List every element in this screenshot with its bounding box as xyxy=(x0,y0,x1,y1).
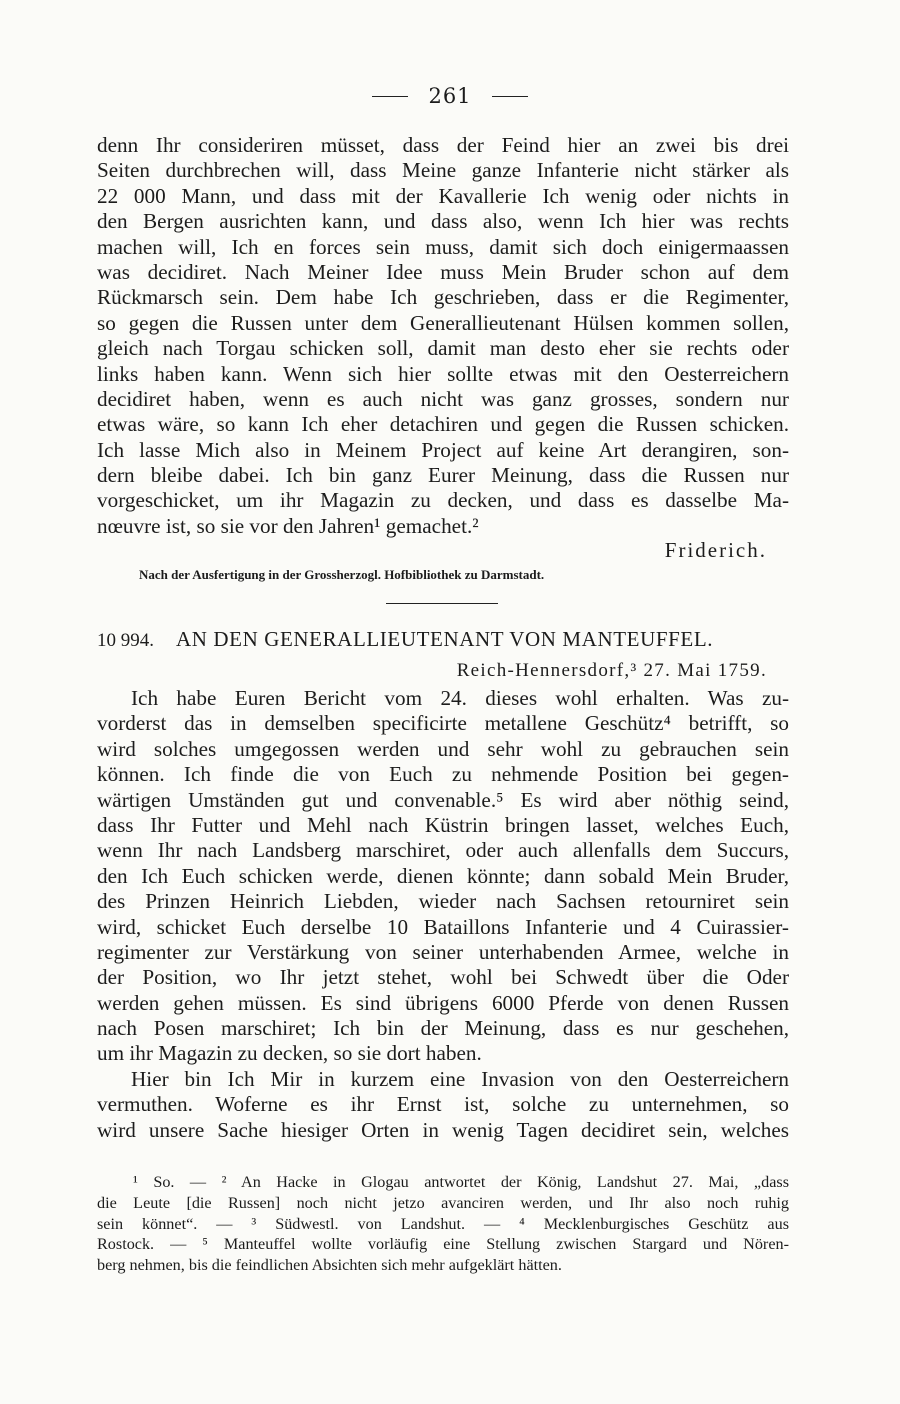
text-line: des Prinzen Heinrich Liebden, wieder nach Sachsen retourniret sein xyxy=(97,889,789,914)
text-line: wird unsere Sache hiesiger Orten in wenig Tagen decidiret sein, welches xyxy=(97,1117,789,1142)
text-line: werden gehen müssen. Es sind übrigens 6000 Pferde von denen Russen xyxy=(97,990,789,1015)
footnote-line: die Leute [die Russen] noch nicht jetzo avanciren werden, und Ihr also noch ruhig xyxy=(97,1193,789,1212)
text-line: vorderst das in demselben specificirte metallene Geschütz⁴ betrifft, so xyxy=(97,711,789,736)
page-number: 261 xyxy=(428,84,472,108)
text-line: wärtigen Umständen gut und convenable.⁵ Es wird aber nöthig seind, xyxy=(97,787,789,812)
text-line: machen will, Ich en forces sein muss, damit sich doch einigermaassen xyxy=(97,234,789,259)
text-line: Ich habe Euren Bericht vom 24. dieses wohl erhalten. Was zu- xyxy=(131,686,789,710)
text-line: Hier bin Ich Mir in kurzem eine Invasion von den Oesterreichern xyxy=(131,1066,789,1091)
text-line: etwas wäre, so kann Ich eher detachiren und gegen die Russen schicken. xyxy=(97,412,789,437)
footnote-line: Rostock. — ⁵ Manteuffel wollte vorläufig eine Stellung zwischen Stargard und Nören- xyxy=(97,1235,789,1254)
letter-number: 10 994. xyxy=(97,630,154,651)
text-line: nœuvre ist, so sie vor den Jahren¹ gemachet.² xyxy=(97,513,479,538)
place-date: Reich-Hennersdorf,³ 27. Mai 1759. xyxy=(456,660,767,681)
text-line: wenn Ihr nach Landsberg marschiret, oder auch allenfalls dem Succurs, xyxy=(97,838,789,863)
text-line: vermuthen. Woferne es ihr Ernst ist, solche zu unternehmen, so xyxy=(97,1092,789,1117)
text-line: 22 000 Mann, und dass mit der Kavallerie Ich wenig oder nichts in xyxy=(97,183,789,208)
text-line: nach Posen marschiret; Ich bin der Meinung, dass es nur geschehen, xyxy=(97,1016,789,1041)
page-header xyxy=(0,84,900,108)
letter-heading xyxy=(97,627,789,652)
letter-body xyxy=(97,686,789,1143)
footnote-line: sein könnet“. — ³ Südwestl. von Landshut. — ⁴ Mecklenburgisches Geschütz aus xyxy=(97,1214,789,1233)
text-line: der Position, wo Ihr jetzt stehet, wohl bei Schwedt über die Oder xyxy=(97,965,789,990)
text-line: Ich lasse Mich also in Meinem Project auf keine Art derangiren, son- xyxy=(97,437,789,462)
header-rule-left xyxy=(372,96,408,97)
text-line: dass Ihr Futter und Mehl nach Küstrin bringen lasset, welches Euch, xyxy=(97,812,789,837)
text-line: dern bleibe dabei. Ich bin ganz Eurer Meinung, dass die Russen nur xyxy=(97,463,789,488)
text-line: so gegen die Russen unter dem Generallieutenant Hülsen kommen sollen, xyxy=(97,310,789,335)
footnote-line: berg nehmen, bis die feindlichen Absichten sich mehr aufgeklärt hätten. xyxy=(97,1256,562,1275)
section-divider xyxy=(386,603,498,604)
text-line: den Bergen ausrichten kann, und dass also, wenn Ich hier was rechts xyxy=(97,209,789,234)
text-line: um ihr Magazin zu decken, so sie dort haben. xyxy=(97,1041,482,1066)
text-line: Seiten durchbrechen will, dass Meine ganze Infanterie nicht stärker als xyxy=(97,158,789,183)
source-note: Nach der Ausfertigung in der Grossherzogl. Hofbibliothek zu Darmstadt. xyxy=(139,567,545,582)
letter-title: AN DEN GENERALLIEUTENANT VON MANTEUFFEL. xyxy=(176,627,714,651)
header-rule-right xyxy=(492,96,528,97)
text-line: denn Ihr consideriren müsset, dass der Feind hier an zwei bis drei xyxy=(97,133,789,157)
text-line: wird, schicket Euch derselbe 10 Bataillons Infanterie und 4 Cuirassier- xyxy=(97,914,789,939)
text-line: links haben kann. Wenn sich hier sollte etwas mit den Oesterreichern xyxy=(97,361,789,386)
text-line: können. Ich finde die von Euch zu nehmende Position bei gegen- xyxy=(97,762,789,787)
text-line: wird solches umgegossen werden und sehr wohl zu gebrauchen sein xyxy=(97,736,789,761)
footnote-line: ¹ So. — ² An Hacke in Glogau antwortet der König, Landshut 27. Mai, „dass xyxy=(133,1173,789,1191)
text-line: was decidiret. Nach Meiner Idee muss Mein Bruder schon auf dem xyxy=(97,259,789,284)
text-line: regimenter zur Verstärkung von seiner unterhabenden Armee, welche in xyxy=(97,939,789,964)
letter-continuation-text xyxy=(97,133,789,539)
text-line: den Ich Euch schicken werde, dienen könnte; dann sobald Mein Bruder, xyxy=(97,863,789,888)
text-line: vorgeschicket, um ihr Magazin zu decken, und dass es dasselbe Ma- xyxy=(97,488,789,513)
text-line: Rückmarsch sein. Dem habe Ich geschrieben, dass er die Regimenter, xyxy=(97,285,789,310)
text-line: gleich nach Torgau schicken soll, damit man desto eher sie rechts oder xyxy=(97,336,789,361)
footnotes xyxy=(97,1172,789,1276)
text-line: decidiret haben, wenn es auch nicht was ganz grosses, sondern nur xyxy=(97,386,789,411)
signature: Friderich. xyxy=(664,538,767,562)
